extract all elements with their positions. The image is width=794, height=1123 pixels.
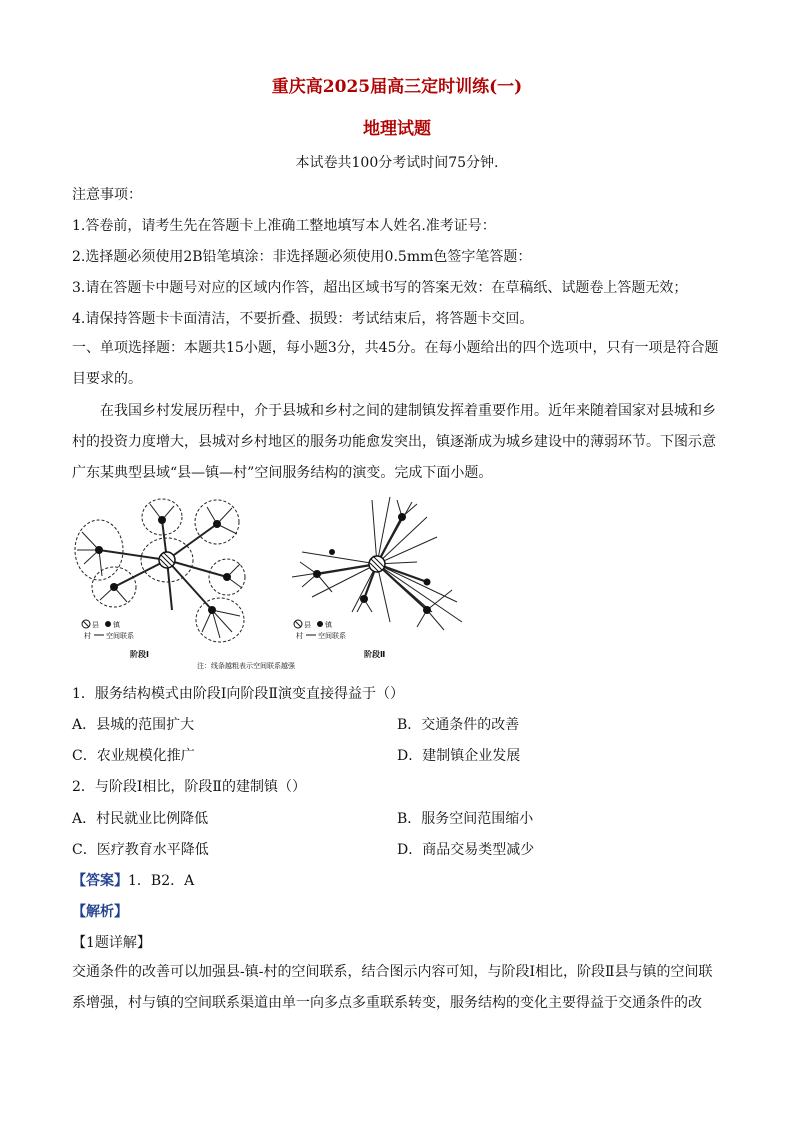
- legend-town-1: 镇: [113, 621, 120, 629]
- figure-note: 注：线条越粗表示空间联系越强: [197, 662, 295, 670]
- notice-item-3: 3.请在答题卡中题号对应的区域内作答，超出区域书写的答案无效：在草稿纸、试题卷上答题无效；: [72, 280, 688, 296]
- legend-village-2: 村: [296, 632, 303, 640]
- q1-option-b: B．交通条件的改善: [397, 717, 520, 733]
- passage-text: 在我国乡村发展历程中，介于县城和乡村之间的建制镇发挥着重要作用。近年来随着国家对县城和乡村的投资力度增大，县城对乡村地区的服务功能愈发突出，镇逐渐成为城乡建设中的薄弱环节。下图示意广东某典型县域“县—镇—村”空间服务结构的演变。完成下面小题。: [72, 403, 716, 481]
- stage-1-diagram: [75, 499, 245, 642]
- detail-label: 【1题详解】: [72, 935, 151, 951]
- legend-link-2: 空间联系: [318, 632, 346, 640]
- legend-link-1: 空间联系: [106, 632, 134, 640]
- analysis-label: 【解析】: [72, 904, 128, 920]
- legend-town-2: 镇: [325, 621, 332, 629]
- detail-text: 交通条件的改善可以加强县-镇-村的空间联系，结合图示内容可知，与阶段Ⅰ相比，阶段Ⅱ县与镇的空间联系增强，村与镇的空间联系渠道由单一向多点多重联系转变，服务结构的变化主要得益于交通条件的改: [72, 964, 713, 1011]
- question-2-stem: 2．与阶段Ⅰ相比，阶段Ⅱ的建制镇（）: [72, 779, 306, 795]
- q1-option-d: D．建制镇企业发展: [397, 748, 521, 764]
- stage-2-legend: [294, 620, 385, 659]
- answer-value: 1．B2．A: [128, 873, 195, 889]
- section-heading: 一、单项选择题：本题共15小题，每小题3分，共45分。在每小题给出的四个选项中，只有一项是符合题目要求的。: [72, 340, 719, 387]
- answer-line: [72, 870, 194, 890]
- question-1-stem: 1．服务结构模式由阶段Ⅰ向阶段Ⅱ演变直接得益于（）: [72, 686, 404, 702]
- answer-label: 【答案】: [72, 873, 128, 889]
- subject-title: 地理试题: [363, 119, 431, 139]
- exam-info: 本试卷共100分考试时间75分钟.: [295, 155, 499, 171]
- q2-option-a: A．村民就业比例降低: [72, 811, 209, 827]
- notice-item-1: 1.答卷前，请考生先在答题卡上准确工整地填写本人姓名.准考证号：: [72, 218, 496, 234]
- q2-option-d: D．商品交易类型减少: [397, 842, 535, 858]
- stage-1-label: 阶段Ⅰ: [130, 650, 149, 659]
- q2-option-c: C．医疗教育水平降低: [72, 842, 209, 858]
- notice-item-4: 4.请保持答题卡卡面清洁，不要折叠、损毁：考试结束后，将答题卡交回。: [72, 311, 534, 327]
- q1-option-a: A．县城的范围扩大: [72, 717, 195, 733]
- structure-figure: [72, 492, 472, 672]
- q2-option-b: B．服务空间范围缩小: [397, 811, 534, 827]
- notice-item-2: 2.选择题必须使用2B铅笔填涂：非选择题必须使用0.5mm色签字笔答题：: [72, 249, 532, 265]
- document-title: 重庆高2025届高三定时训练(一): [271, 77, 523, 97]
- legend-village-1: 村: [84, 632, 91, 640]
- q1-option-c: C．农业规模化推广: [72, 748, 195, 764]
- notice-heading: 注意事项：: [72, 187, 142, 203]
- legend-county-1: 县: [92, 621, 99, 629]
- legend-county-2: 县: [304, 621, 311, 629]
- stage-2-label: 阶段Ⅱ: [364, 650, 386, 659]
- stage-1-legend: [82, 620, 149, 659]
- stage-2-diagram: [292, 497, 462, 630]
